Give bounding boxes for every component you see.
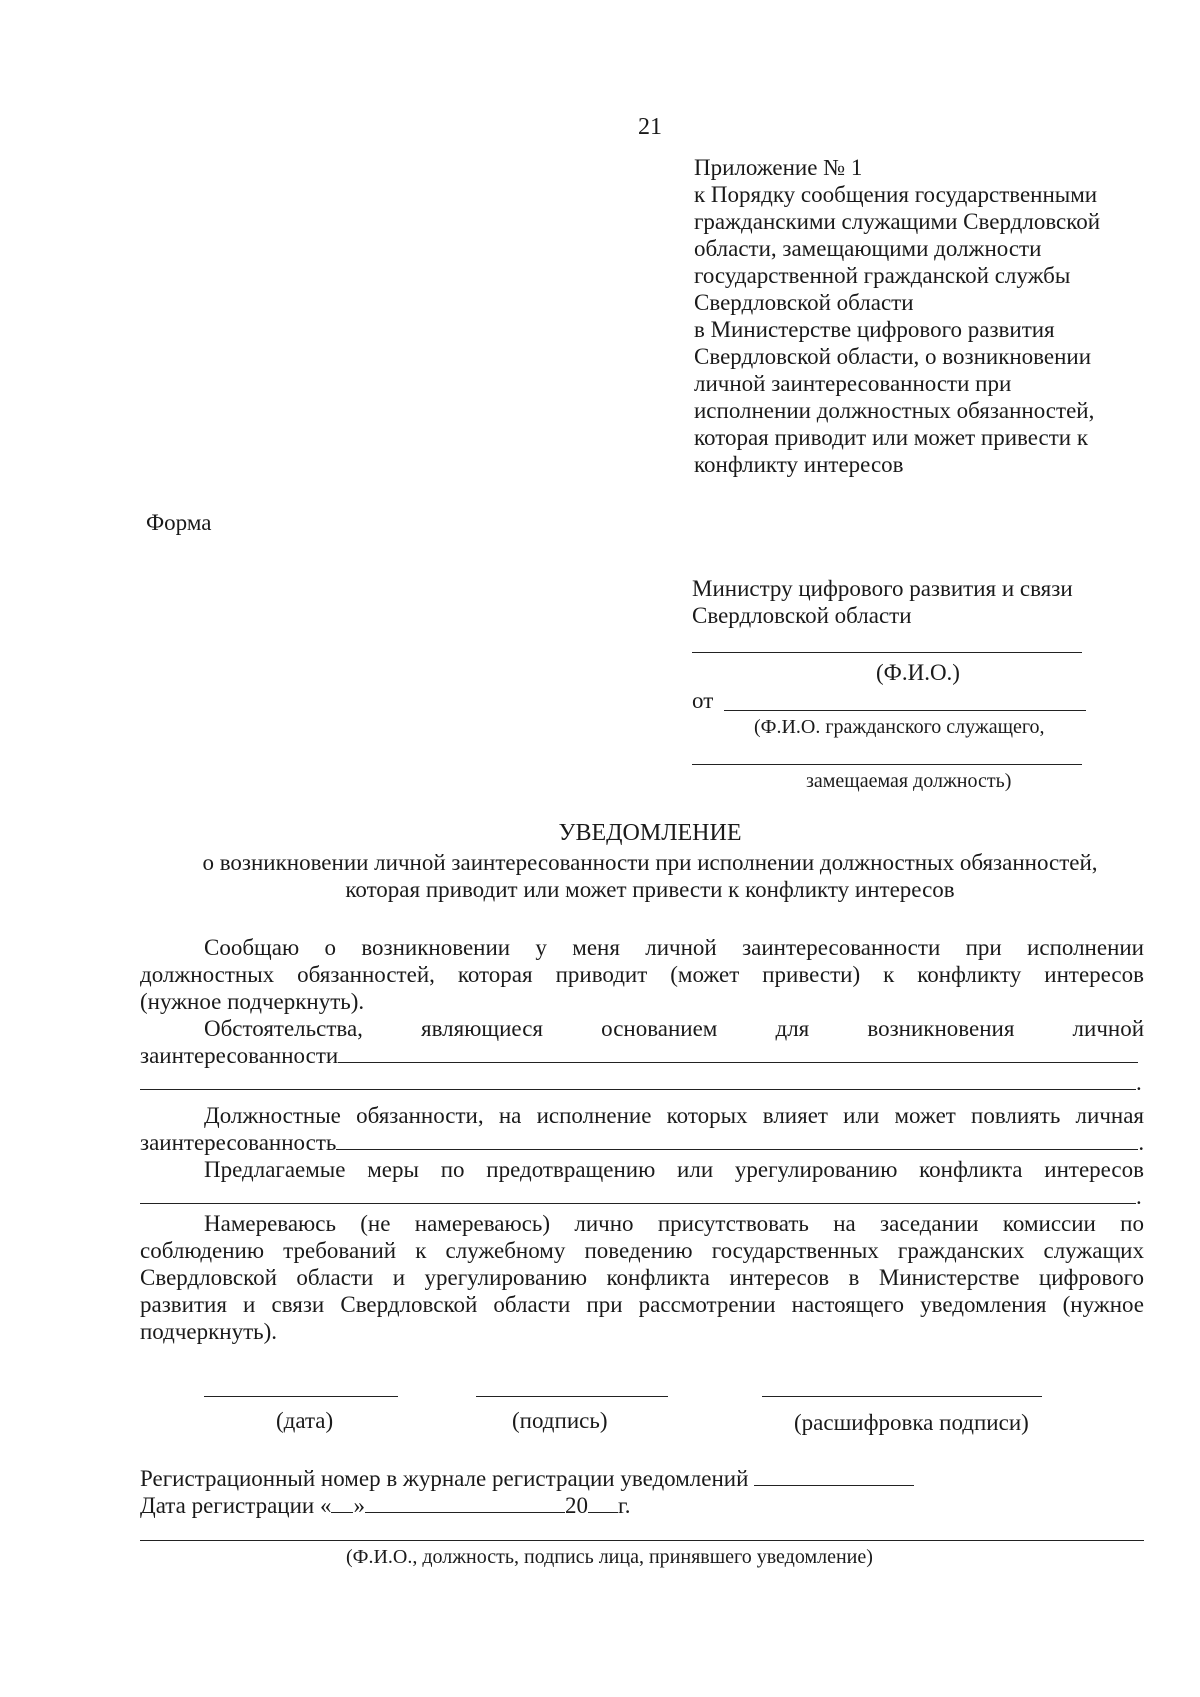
from-caption: (Ф.И.О. гражданского служащего,: [754, 716, 1045, 738]
page-number: 21: [638, 114, 662, 140]
from-label: от: [692, 688, 714, 713]
receiver-blank-line[interactable]: [140, 1540, 1144, 1541]
registration-day-blank[interactable]: [331, 1494, 353, 1513]
period: .: [1136, 1184, 1142, 1209]
notice-subtitle-2: которая приводит или может привести к конфликту интересов: [345, 877, 955, 902]
duties-row: [140, 1129, 1144, 1156]
body-line: Предлагаемые меры по предотвращению или урегулированию конфликта интересов: [204, 1157, 1144, 1182]
attachment-line: Свердловской области, о возникновении: [694, 344, 1092, 369]
body-line: (нужное подчеркнуть).: [140, 989, 365, 1014]
body-line: подчеркнуть).: [140, 1319, 278, 1344]
body-line: Должностные обязанности, на исполнение которых влияет или может повлиять личная: [204, 1103, 1144, 1128]
attachment-line: которая приводит или может привести к: [694, 425, 1088, 450]
position-blank-line[interactable]: [692, 764, 1082, 765]
registration-number-row: [140, 1466, 914, 1492]
decoding-caption: (расшифровка подписи): [794, 1410, 1029, 1435]
body-line: соблюдению требований к служебному поведению государственных гражданских служащих: [140, 1238, 1144, 1263]
body-line: развития и связи Свердловской области при рассмотрении настоящего уведомления (нужное: [140, 1292, 1144, 1317]
date-blank-line[interactable]: [204, 1396, 398, 1397]
registration-year-prefix: 20: [564, 1493, 588, 1518]
attachment-line: гражданскими служащими Свердловской: [694, 209, 1101, 234]
body-line: Сообщаю о возникновении у меня личной заинтересованности при исполнении: [204, 935, 1144, 960]
registration-number-blank[interactable]: [754, 1467, 914, 1486]
circumstances-row: [140, 1042, 1144, 1069]
attachment-line: личной заинтересованности при: [694, 371, 1012, 396]
measures-blank-line[interactable]: [140, 1185, 1136, 1204]
circumstances-row-2: [140, 1069, 1144, 1096]
body-line: Обстоятельства, являющиеся основанием для возникновения личной: [204, 1016, 1144, 1041]
attachment-line: области, замещающими должности: [694, 236, 1042, 261]
position-caption: замещаемая должность): [806, 770, 1012, 792]
receiver-caption: (Ф.И.О., должность, подпись лица, принявшего уведомление): [346, 1546, 873, 1568]
attachment-line: конфликту интересов: [694, 452, 904, 477]
registration-month-blank[interactable]: [365, 1494, 565, 1513]
body-line: должностных обязанностей, которая приводит (может привести) к конфликту интересов: [140, 962, 1144, 987]
period: .: [1138, 1130, 1145, 1155]
from-blank-line[interactable]: [724, 710, 1086, 711]
addressee-line-2: Свердловской области: [692, 603, 912, 628]
attachment-line: к Порядку сообщения государственными: [694, 182, 1098, 207]
fio-blank-line[interactable]: [692, 652, 1082, 653]
notice-title: УВЕДОМЛЕНИЕ: [558, 820, 742, 846]
form-label: Форма: [146, 510, 212, 535]
attachment-block: [694, 154, 1100, 478]
attachment-line: в Министерстве цифрового развития: [694, 317, 1055, 342]
registration-year-blank[interactable]: [588, 1494, 618, 1513]
body-line: заинтересованности: [140, 1043, 339, 1068]
body-line: заинтересованность: [140, 1130, 337, 1155]
notice-subtitle-1: о возникновении личной заинтересованности при исполнении должностных обязанностей,: [202, 850, 1098, 875]
registration-date-row: [140, 1493, 631, 1519]
period: .: [1136, 1070, 1142, 1095]
registration-year-suffix: г.: [617, 1493, 631, 1518]
attachment-line: Свердловской области: [694, 290, 914, 315]
registration-date-close: »: [353, 1493, 365, 1518]
signature-caption: (подпись): [512, 1408, 608, 1433]
addressee-line-1: Министру цифрового развития и связи: [692, 576, 1073, 601]
circumstances-blank-line-2[interactable]: [140, 1071, 1136, 1090]
duties-blank-line[interactable]: [336, 1131, 1138, 1150]
body-line: Намереваюсь (не намереваюсь) лично присутствовать на заседании комиссии по: [204, 1211, 1144, 1236]
date-caption: (дата): [276, 1408, 334, 1433]
attachment-line: государственной гражданской службы: [694, 263, 1071, 288]
registration-date-label: Дата регистрации «: [140, 1493, 332, 1518]
notice-body: [140, 934, 1144, 1345]
circumstances-blank-line[interactable]: [338, 1044, 1138, 1063]
registration-number-label: Регистрационный номер в журнале регистрации уведомлений: [140, 1466, 749, 1491]
signature-blank-line[interactable]: [476, 1396, 668, 1397]
decoding-blank-line[interactable]: [762, 1396, 1042, 1397]
attachment-line: Приложение № 1: [694, 155, 863, 180]
measures-row: [140, 1183, 1144, 1210]
attachment-line: исполнении должностных обязанностей,: [694, 398, 1095, 423]
fio-caption: (Ф.И.О.): [876, 660, 960, 685]
body-line: Свердловской области и урегулированию конфликта интересов в Министерстве цифрового: [140, 1265, 1144, 1290]
